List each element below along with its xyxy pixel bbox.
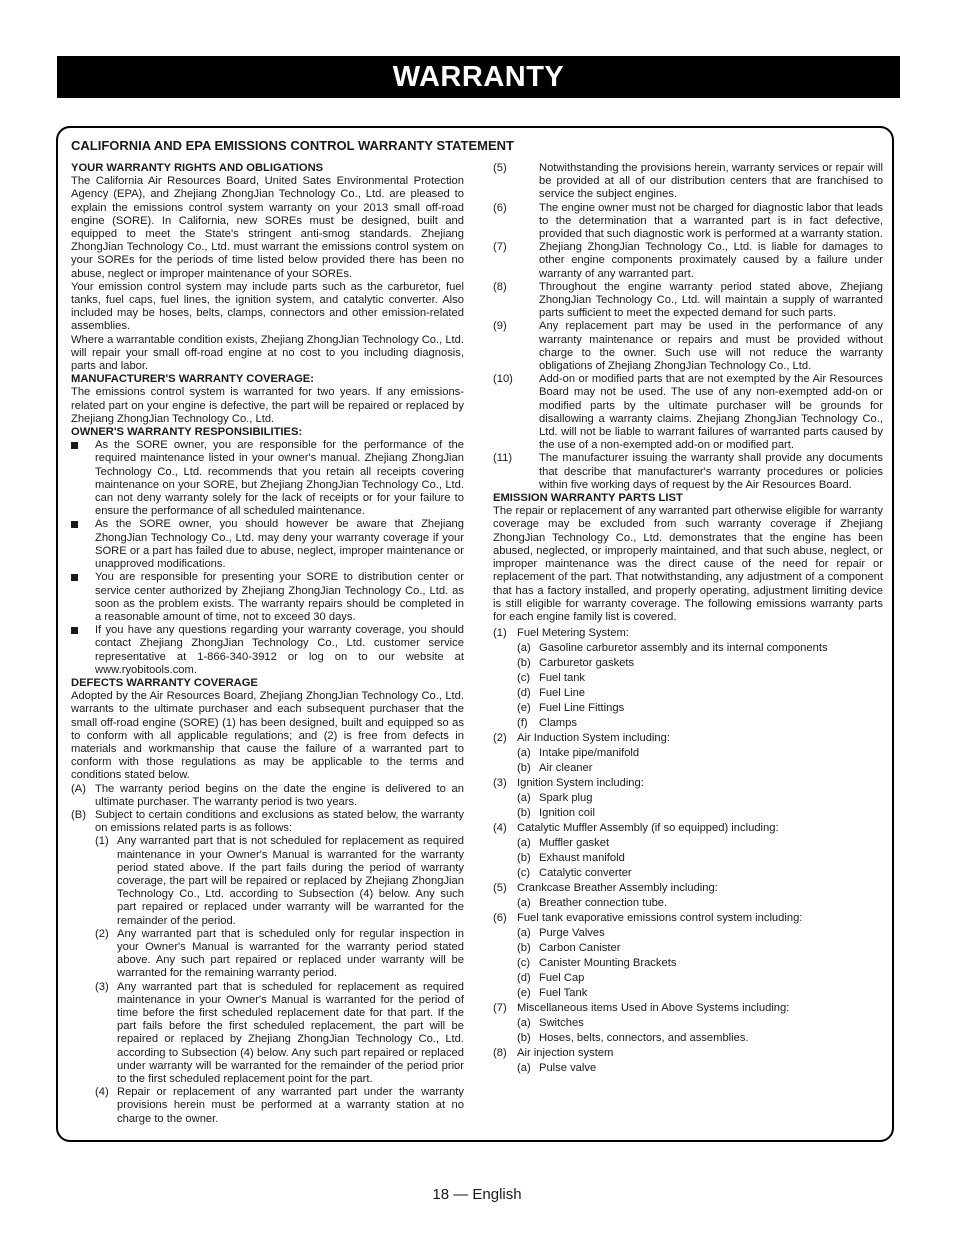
part-item <box>493 926 883 941</box>
part-name: Carbon Canister <box>539 942 621 955</box>
category-marker: (8) <box>493 1047 507 1060</box>
category-marker: (1) <box>493 627 507 640</box>
item-text: Notwithstanding the provisions herein, warranty services or repair will be provided at all of our distribution centers that are franchised to service the subject engines. <box>539 162 883 201</box>
right-column <box>493 162 883 1076</box>
bullet-square-icon <box>71 521 78 528</box>
numbered-item <box>493 373 883 452</box>
category-label: Fuel Metering System: <box>517 627 629 640</box>
parts-category <box>493 731 883 746</box>
part-marker: (c) <box>517 672 531 685</box>
category-marker: (2) <box>493 732 507 745</box>
page-title: WARRANTY <box>57 56 900 98</box>
part-name: Intake pipe/manifold <box>539 747 640 760</box>
item-marker: (5) <box>493 162 507 174</box>
part-item <box>493 671 883 686</box>
subitem-text: Repair or replacement of any warranted part under the warranty provisions herein must be performed at a warranty station at no charge to the owner. <box>117 1086 464 1125</box>
item-marker: (9) <box>493 320 507 333</box>
subitem-text: Any warranted part that is scheduled for replacement as required maintenance in your Owner's Manual is warranted for the period of time before the first scheduled replacement date for that part. If the part fails before the first scheduled replacement, the part will be repaired or replaced by Zhejiang ZhongJian Technology Co., Ltd. according to Subsection (4) below. Any such part repaired or replaced under warranty will be warranted for the remainder of the period prior to the first scheduled replacement point for the part. <box>117 980 464 1086</box>
part-item <box>493 896 883 911</box>
category-label: Air Induction System including: <box>517 732 670 745</box>
part-marker: (c) <box>517 867 531 880</box>
part-name: Pulse valve <box>539 1062 597 1075</box>
item-a <box>71 783 464 809</box>
part-item <box>493 836 883 851</box>
item-text: The warranty period begins on the date the engine is delivered to an ultimate purchaser. The warranty period is two years. <box>95 782 464 808</box>
part-marker: (e) <box>517 987 531 1000</box>
numbered-item <box>493 452 883 492</box>
part-marker: (a) <box>517 837 531 850</box>
subitem-text: Any warranted part that is scheduled only for regular inspection in your Owner's Manual is warranted for the warranty period stated above. Any such part repaired or replaced under warranty will be warranted for the remaining warranty period. <box>117 927 464 980</box>
item-text: The engine owner must not be charged for diagnostic labor that leads to the determination that a warranted part is in fact defective, provided that such diagnostic work is performed at a warranty station. <box>539 201 883 241</box>
part-item <box>493 956 883 971</box>
part-name: Clamps <box>539 717 577 730</box>
part-item <box>493 1031 883 1046</box>
part-name: Canister Mounting Brackets <box>539 957 677 970</box>
part-marker: (b) <box>517 657 531 670</box>
part-item <box>493 851 883 866</box>
part-marker: (a) <box>517 927 531 940</box>
part-item <box>493 641 883 656</box>
part-item <box>493 656 883 671</box>
category-marker: (3) <box>493 777 507 790</box>
parts-category <box>493 776 883 791</box>
item-marker: (10) <box>493 373 513 386</box>
rights-paragraph: Where a warrantable condition exists, Zhejiang ZhongJian Technology Co., Ltd. will repair your small off-road engine at no cost to you including diagnosis, parts and labor. <box>71 333 464 373</box>
part-marker: (a) <box>517 747 531 760</box>
part-marker: (b) <box>517 942 531 955</box>
parts-list-heading: EMISSION WARRANTY PARTS LIST <box>493 492 683 505</box>
item-text: Add-on or modified parts that are not exempted by the Air Resources Board may not be used. The use of any non-exempted add-on or modified parts by the ultimate purchaser will be grounds for disallowing a warranty claims. Zhejiang ZhongJian Technology Co., Ltd. will not be liable to warrant failures of warranted parts caused by the use of a non-exempted add-on or modified part. <box>539 373 883 452</box>
manufacturer-coverage-heading: MANUFACTURER'S WARRANTY COVERAGE: <box>71 373 314 386</box>
subitem-text: Any warranted part that is not scheduled for replacement as required maintenance in your Owner's Manual is warranted for the warranty period stated above. If the part fails during the period of warranty coverage, the part will be repaired or replaced by Zhejiang ZhongJian Technology Co., Ltd. according to Subsection (4) below. Any such part repaired or replaced under warranty will be warranted for the remainder of the period. <box>117 835 464 927</box>
page-footer: 18 — English <box>432 1186 522 1203</box>
part-name: Fuel Cap <box>539 972 585 985</box>
part-item <box>493 791 883 806</box>
subitem-marker: (4) <box>95 1086 109 1099</box>
category-marker: (4) <box>493 822 507 835</box>
category-label: Air injection system <box>517 1047 614 1060</box>
category-marker: (7) <box>493 1002 507 1015</box>
part-marker: (b) <box>517 852 531 865</box>
defects-paragraph: Adopted by the Air Resources Board, Zhejiang ZhongJian Technology Co., Ltd. warrants to the ultimate purchaser and each subsequent purchaser that the small off-road engine (SORE) (1) has been designed, built and equipped so as to conform with all applicable regulations; and (2) is free from defects in materials and workmanship that cause the failure of a warranted part to conform with those regulations as may be applicable to the terms and conditions stated below. <box>71 690 464 782</box>
part-name: Catalytic converter <box>539 867 632 880</box>
parts-category <box>493 881 883 896</box>
owner-bullet <box>71 439 464 518</box>
item-text: The manufacturer issuing the warranty shall provide any documents that describe that manufacturer's warranty procedures or policies within five working days of request by the Air Resources Board. <box>539 452 883 491</box>
part-marker: (c) <box>517 957 531 970</box>
item-marker: (6) <box>493 201 507 214</box>
part-item <box>493 686 883 701</box>
part-marker: (d) <box>517 972 531 985</box>
subitem <box>95 835 464 927</box>
subitem-marker: (1) <box>95 835 109 848</box>
part-item <box>493 971 883 986</box>
rights-paragraph: Your emission control system may include parts such as the carburetor, fuel tanks, fuel caps, fuel lines, the ignition system, and catalytic converter. Also included may be hoses, belts, clamps, connectors and other emission-related assemblies. <box>71 280 464 333</box>
item-marker: (7) <box>493 241 507 254</box>
numbered-item <box>493 241 883 281</box>
category-marker: (5) <box>493 882 507 895</box>
category-label: Miscellaneous items Used in Above Systems including: <box>517 1002 790 1015</box>
part-name: Muffler gasket <box>539 837 610 850</box>
subitem <box>95 928 464 981</box>
part-name: Spark plug <box>539 792 593 805</box>
owner-bullet <box>71 518 464 571</box>
part-marker: (a) <box>517 642 531 655</box>
part-item <box>493 1016 883 1031</box>
numbered-item <box>493 320 883 373</box>
part-name: Fuel tank <box>539 672 586 685</box>
part-marker: (a) <box>517 792 531 805</box>
part-name: Purge Valves <box>539 927 605 940</box>
owner-bullet <box>71 624 464 677</box>
part-name: Fuel Line Fittings <box>539 702 625 715</box>
part-name: Air cleaner <box>539 762 593 775</box>
part-item <box>493 986 883 1001</box>
part-name: Fuel Tank <box>539 987 588 1000</box>
subitem <box>95 1086 464 1126</box>
part-name: Breather connection tube. <box>539 897 668 910</box>
owner-responsibilities-heading: OWNER'S WARRANTY RESPONSIBILITIES: <box>71 426 303 439</box>
category-marker: (6) <box>493 912 507 925</box>
part-name: Switches <box>539 1017 584 1030</box>
statement-title: CALIFORNIA AND EPA EMISSIONS CONTROL WARRANTY STATEMENT <box>71 138 514 153</box>
part-marker: (a) <box>517 1062 531 1075</box>
part-marker: (a) <box>517 1017 531 1030</box>
bullet-square-icon <box>71 627 78 634</box>
part-item <box>493 941 883 956</box>
manufacturer-coverage-paragraph: The emissions control system is warranted for two years. If any emissions-related part on your engine is defective, the part will be repaired or replaced by Zhejiang ZhongJian Technology Co., Ltd. <box>71 386 464 425</box>
subitem-marker: (3) <box>95 980 109 993</box>
rights-heading: YOUR WARRANTY RIGHTS AND OBLIGATIONS <box>71 162 324 174</box>
part-name: Fuel Line <box>539 687 586 700</box>
part-name: Hoses, belts, connectors, and assemblies. <box>539 1032 749 1045</box>
left-column <box>71 162 464 1126</box>
owner-bullet <box>71 571 464 624</box>
part-marker: (e) <box>517 702 531 715</box>
parts-category <box>493 626 883 641</box>
parts-category <box>493 1046 883 1061</box>
part-marker: (f) <box>517 717 528 730</box>
category-label: Catalytic Muffler Assembly (if so equipped) including: <box>517 822 779 835</box>
part-item <box>493 1061 883 1076</box>
part-name: Ignition coil <box>539 807 595 820</box>
part-marker: (b) <box>517 762 531 775</box>
bullet-text: If you have any questions regarding your warranty coverage, you should contact Zhejiang ZhongJian Technology Co., Ltd. customer service representative at 1-866-340-3912 or log on to our website at www.ryobitools.com. <box>95 624 464 676</box>
part-item <box>493 701 883 716</box>
part-item <box>493 761 883 776</box>
part-name: Exhaust manifold <box>539 852 625 865</box>
item-text: Subject to certain conditions and exclusions as stated below, the warranty on emissions related parts is as follows: <box>95 808 464 835</box>
part-name: Gasoline carburetor assembly and its internal components <box>539 642 828 655</box>
part-item <box>493 866 883 881</box>
parts-category <box>493 1001 883 1016</box>
subitem-marker: (2) <box>95 927 109 940</box>
item-text: Throughout the engine warranty period stated above, Zhejiang ZhongJian Technology Co., Ltd. will maintain a supply of warranted parts sufficient to meet the expected demand for such parts. <box>539 280 883 320</box>
rights-paragraph: The California Air Resources Board, United Sates Environmental Protection Agency (EPA), and Zhejiang ZhongJian Technology Co., Ltd. are pleased to explain the emissions control system warranty on your 2013 small off-road engine (SORE). In California, new SOREs must be designed, built and equipped to meet the State's stringent anti-smog standards. Zhejiang ZhongJian Technology Co., Ltd. must warrant the emissions control system on your SOREs for the periods of time listed below provided there has been no abuse, neglect or improper maintenance of your SOREs. <box>71 175 464 280</box>
parts-list <box>493 626 883 1076</box>
part-item <box>493 746 883 761</box>
category-label: Ignition System including: <box>517 777 644 790</box>
numbered-item <box>493 281 883 321</box>
item-text: Any replacement part may be used in the performance of any warranty maintenance or repairs and must be provided without charge to the owner. Such use will not reduce the warranty obligations of Zhejiang ZhongJian Technology Co., Ltd. <box>539 320 883 373</box>
item-marker: (11) <box>493 452 513 465</box>
numbered-item <box>493 162 883 202</box>
subitem <box>95 981 464 1087</box>
item-b <box>71 809 464 1126</box>
bullet-text: As the SORE owner, you should however be aware that Zhejiang ZhongJian Technology Co., Ltd. may deny your warranty coverage if your SORE or a part has failed due to abuse, neglect, improper maintenance or unapproved modifications. <box>95 518 464 571</box>
part-marker: (b) <box>517 1032 531 1045</box>
bullet-square-icon <box>71 442 78 449</box>
bullet-square-icon <box>71 574 78 581</box>
item-marker: (B) <box>71 808 86 821</box>
part-marker: (a) <box>517 897 531 910</box>
item-marker: (8) <box>493 280 507 293</box>
part-item <box>493 716 883 731</box>
part-item <box>493 806 883 821</box>
bullet-text: As the SORE owner, you are responsible for the performance of the required maintenance listed in your owner's manual. Zhejiang ZhongJian Technology Co., Ltd. recommends that you retain all receipts covering maintenance on your SORE, but Zhejiang ZhongJian Technology Co., Ltd. can not deny warranty solely for the lack of receipts or for your failure to ensure the performance of all scheduled maintenance. <box>95 439 464 518</box>
item-text: Zhejiang ZhongJian Technology Co., Ltd. is liable for damages to other engine components proximately caused by a failure under warranty of any warranted part. <box>539 241 883 280</box>
numbered-item <box>493 202 883 242</box>
part-marker: (d) <box>517 687 531 700</box>
defects-heading: DEFECTS WARRANTY COVERAGE <box>71 676 258 689</box>
category-label: Crankcase Breather Assembly including: <box>517 882 718 895</box>
bullet-text: You are responsible for presenting your SORE to distribution center or service center authorized by Zhejiang ZhongJian Technology Co., Ltd. as soon as the problem exists. The warranty repairs should be completed in a reasonable amount of time, not to exceed 30 days. <box>95 571 464 623</box>
category-label: Fuel tank evaporative emissions control system including: <box>517 912 803 925</box>
part-name: Carburetor gaskets <box>539 657 635 670</box>
parts-category <box>493 911 883 926</box>
parts-list-paragraph: The repair or replacement of any warranted part otherwise eligible for warranty coverage may be excluded from such warranty coverage if Zhejiang ZhongJian Technology Co., Ltd. demonstrates that the engine has been abused, neglected, or improperly maintained, and that such abuse, neglect, or improper maintenance was the direct cause of the need for repair or replacement of the part. That notwithstanding, any adjustment of a component that has a factory installed, and properly operating, adjustment limiting device is still eligible for warranty coverage. The following emissions warranty parts for each engine family list is covered. <box>493 505 883 623</box>
part-marker: (b) <box>517 807 531 820</box>
parts-category <box>493 821 883 836</box>
item-marker: (A) <box>71 782 86 795</box>
